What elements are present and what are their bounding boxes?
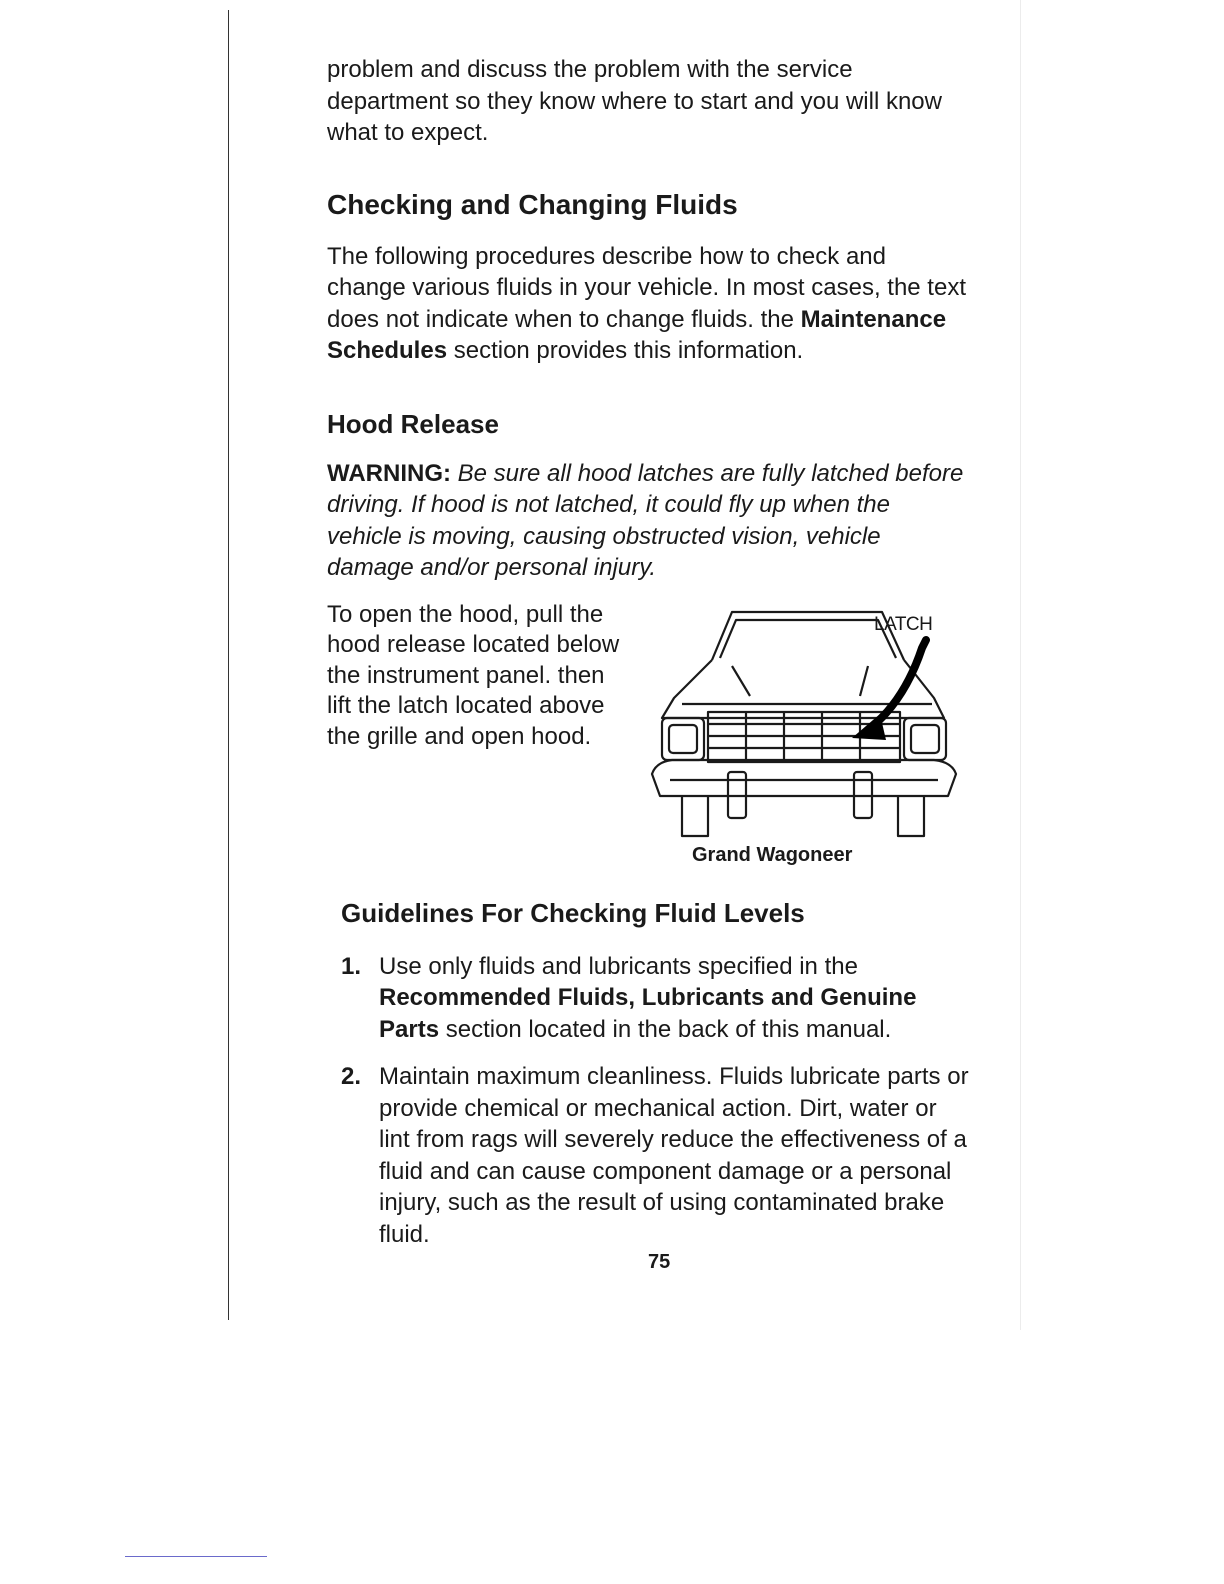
- warning-label: WARNING:: [327, 459, 451, 487]
- intro-paragraph: problem and discuss the problem with the service department so they know where to start and you will know what to expect.: [327, 56, 942, 146]
- figure-caption: Grand Wagoneer: [692, 843, 853, 866]
- page-content: [327, 54, 969, 1250]
- hood-release-instructions: To open the hood, pull the hood release located below the instrument panel. then lift the latch located above the grille and open hood.: [327, 600, 620, 750]
- guidelines-heading: Guidelines For Checking Fluid Levels: [341, 897, 805, 928]
- page-number: 75: [648, 1251, 671, 1273]
- list-item-text: Maintain maximum cleanliness. Fluids lubricate parts or provide chemical or mechanical action. Dirt, water or lint from rags will severely reduce the effectiveness of a fluid and can cause component damage or a personal injury, such as the result of using contaminated brake fluid.: [379, 1063, 969, 1248]
- guidelines-list: [341, 951, 969, 1251]
- list-item: [341, 951, 969, 1046]
- list-item-number: 2.: [341, 1063, 362, 1090]
- maintenance-schedules-ref: Maintenance Schedules: [327, 305, 947, 364]
- list-item-text-after: section located in the back of this manual.: [439, 1015, 892, 1043]
- section-paragraph-text-2: section provides this information.: [447, 337, 804, 364]
- hood-latch-figure: [642, 600, 964, 870]
- page-edge: [1020, 0, 1021, 1330]
- list-item-text: [379, 951, 969, 1046]
- grand-wagoneer-front-illustration: [642, 600, 964, 870]
- section-paragraph-text-1: The following procedures describe how to check and change various fluids in your vehicle. In most cases, the text does not indicate when to change fluids. the: [327, 242, 966, 333]
- hood-release-heading: Hood Release: [327, 408, 499, 439]
- list-item-number: 1.: [341, 952, 362, 980]
- list-item: [341, 1061, 969, 1250]
- hood-release-row: [327, 600, 969, 870]
- latch-label: LATCH: [874, 613, 933, 635]
- footer-rule: [125, 1556, 267, 1557]
- section-title: Checking and Changing Fluids: [327, 188, 738, 220]
- warning-paragraph: [327, 458, 969, 584]
- list-item-text-before: Use only fluids and lubricants specified in the: [379, 952, 858, 980]
- section-paragraph: [327, 241, 969, 367]
- binding-edge-line: [228, 10, 229, 1320]
- recommended-fluids-ref: Recommended Fluids, Lubricants and Genuine Parts: [379, 984, 917, 1043]
- warning-text: Be sure all hood latches are fully latched before driving. If hood is not latched, it could fly up when the vehicle is moving, causing obstructed vision, vehicle damage and/or personal injury.: [327, 459, 964, 581]
